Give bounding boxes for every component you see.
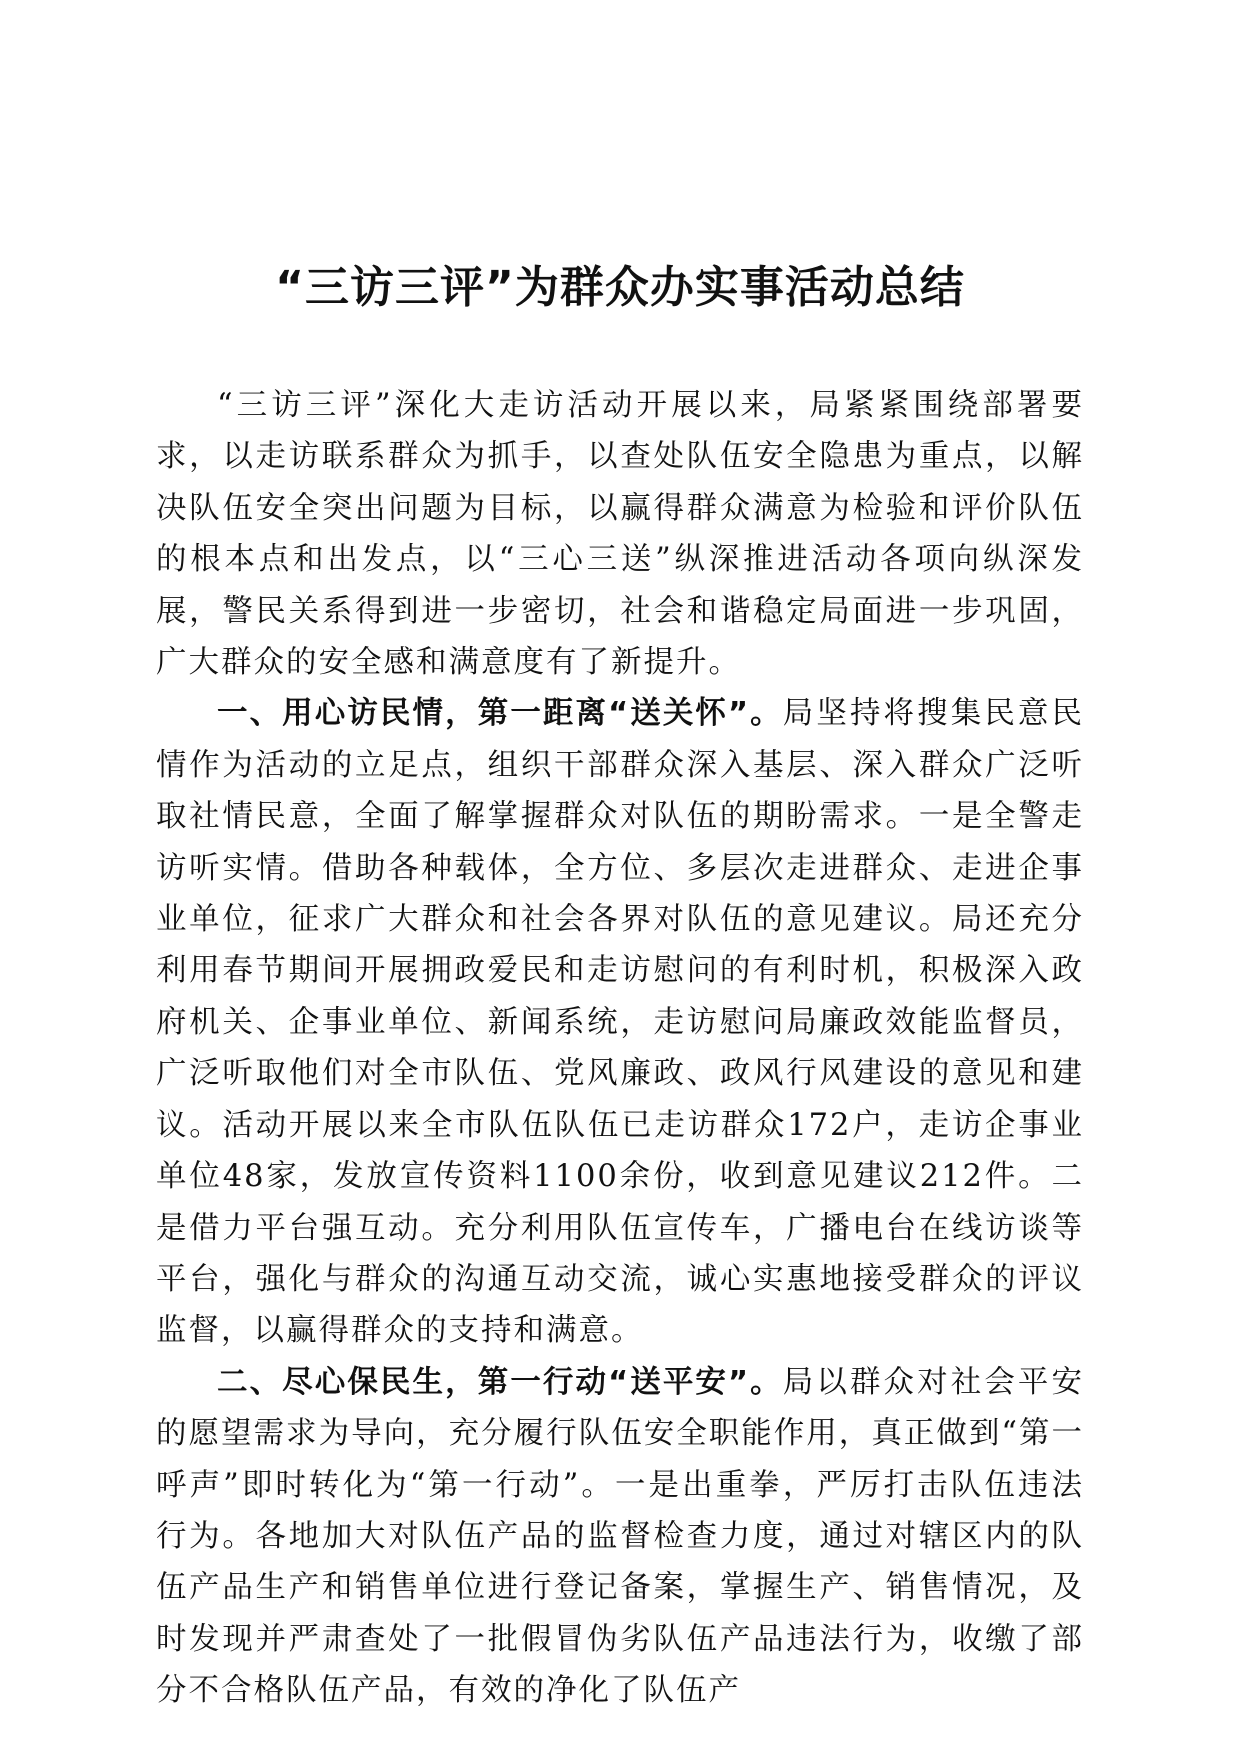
document-body [156,380,1084,1717]
paragraph-section-1 [156,688,1084,1356]
paragraph-section-2 [156,1357,1084,1717]
section-1-heading: 一、用心访民情，第一距离“送关怀”。 [217,696,783,732]
document-title: “三访三评”为群众办实事活动总结 [275,262,965,313]
section-1-text: 局坚持将搜集民意民情作为活动的立足点，组织干部群众深入基层、深入群众广泛听取社情民意，全面了解掌握群众对队伍的期盼需求。一是全警走访听实情。借助各种载体，全方位、多层次走进群众、走进企事业单位，征求广大群众和社会各界对队伍的意见建议。局还充分利用春节期间开展拥政爱民和走访慰问的有利时机，积极深入政府机关、企事业单位、新闻系统，走访慰问局廉政效能监督员，广泛听取他们对全市队伍、党风廉政、政风行风建设的意见和建议。活动开展以来全市队伍队伍已走访群众172户，走访企事业单位48家，发放宣传资料1100余份，收到意见建议212件。二是借力平台强互动。充分利用队伍宣传车，广播电台在线访谈等平台，强化与群众的沟通互动交流，诚心实惠地接受群众的评议监督，以赢得群众的支持和满意。 [156,696,1085,1349]
paragraph-intro [156,380,1084,688]
section-2-heading: 二、尽心保民生，第一行动“送平安”。 [217,1364,783,1400]
section-2-text: 局以群众对社会平安的愿望需求为导向，充分履行队伍安全职能作用，真正做到“第一呼声”即时转化为“第一行动”。一是出重拳，严厉打击队伍违法行为。各地加大对队伍产品的监督检查力度，通过对辖区内的队伍产品生产和销售单位进行登记备案，掌握生产、销售情况，及时发现并严肃查处了一批假冒伪劣队伍产品违法行为，收缴了部分不合格队伍产品，有效的净化了队伍产 [156,1364,1085,1709]
paragraph-intro-text: “三访三评”深化大走访活动开展以来，局紧紧围绕部署要求，以走访联系群众为抓手，以查处队伍安全隐患为重点，以解决队伍安全突出问题为目标，以赢得群众满意为检验和评价队伍的根本点和出发点，以“三心三送”纵深推进活动各项向纵深发展，警民关系得到进一步密切，社会和谐稳定局面进一步巩固，广大群众的安全感和满意度有了新提升。 [156,388,1084,681]
